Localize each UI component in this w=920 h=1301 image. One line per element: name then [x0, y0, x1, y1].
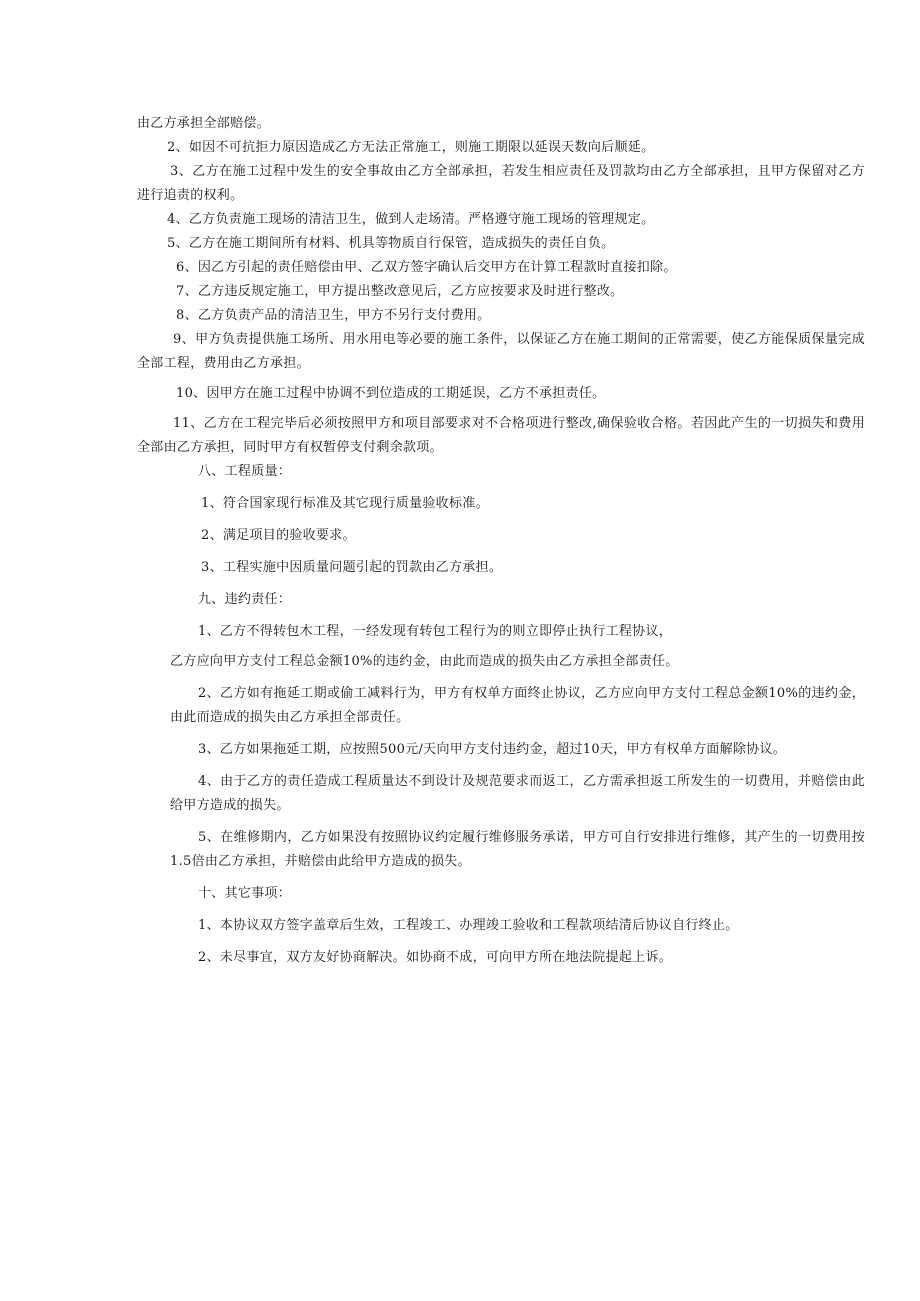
clause-6: 6、因乙方引起的责任赔偿由甲、乙双方签字确认后交甲方在计算工程款时直接扣除。 — [176, 260, 677, 275]
section-8-item-3: 3、工程实施中因质量问题引起的罚款由乙方承担。 — [201, 560, 503, 575]
clause-2: 2、如因不可抗拒力原因造成乙方无法正常施工，则施工期限以延误天数向后顺延。 — [167, 140, 655, 155]
section-10-item-2: 2、未尽事宜，双方友好协商解决。如协商不成，可向甲方所在地法院提起上诉。 — [198, 950, 673, 965]
clause-8: 8、乙方负责产品的清洁卫生，甲方不另行支付费用。 — [176, 308, 491, 323]
clause-3: 3、乙方在施工过程中发生的安全事故由乙方全部承担，若发生相应责任及罚款均由乙方全部承担，且甲方保留对乙方进行追责的权利。 — [137, 164, 865, 203]
section-9-heading: 九、违约责任： — [198, 592, 292, 607]
section-10-heading: 十、其它事项： — [198, 886, 292, 901]
section-8-item-2: 2、满足项目的验收要求。 — [201, 528, 356, 543]
section-9-item-3: 3、乙方如果拖延工期，应按照500元/天向甲方支付违约金，超过10天，甲方有权单方面解除协议。 — [198, 742, 787, 757]
document-body — [137, 112, 865, 970]
section-8-item-1: 1、符合国家现行标准及其它现行质量验收标准。 — [201, 496, 489, 511]
section-9-item-1-line-2: 乙方应向甲方支付工程总金额10%的违约金，由此而造成的损失由乙方承担全部责任。 — [170, 654, 679, 669]
section-10-item-1: 1、本协议双方签字盖章后生效，工程竣工、办理竣工验收和工程款项结清后协议自行终止。 — [198, 918, 739, 933]
paragraph-continuation: 由乙方承担全部赔偿。 — [137, 116, 271, 131]
clause-9: 9、甲方负责提供施工场所、用水用电等必要的施工条件，以保证乙方在施工期间的正常需要，使乙方能保质保量完成全部工程，费用由乙方承担。 — [137, 332, 865, 371]
section-9-item-4: 4、由于乙方的责任造成工程质量达不到设计及规范要求而返工，乙方需承担返工所发生的一切费用，并赔偿由此给甲方造成的损失。 — [170, 774, 865, 813]
section-9-item-5: 5、在维修期内，乙方如果没有按照协议约定履行维修服务承诺，甲方可自行安排进行维修，其产生的一切费用按1.5倍由乙方承担，并赔偿由此给甲方造成的损失。 — [170, 830, 865, 869]
section-8-heading: 八、工程质量： — [198, 464, 292, 479]
clause-5: 5、乙方在施工期间所有材料、机具等物质自行保管，造成损失的责任自负。 — [167, 236, 615, 251]
clause-4: 4、乙方负责施工现场的清洁卫生，做到人走场清。严格遵守施工现场的管理规定。 — [167, 212, 655, 227]
clause-7: 7、乙方违反规定施工，甲方提出整改意见后，乙方应按要求及时进行整改。 — [176, 284, 624, 299]
section-9-item-2: 2、乙方如有拖延工期或偷工减料行为，甲方有权单方面终止协议，乙方应向甲方支付工程总金额10%的违约金，由此而造成的损失由乙方承担全部责任。 — [170, 686, 865, 725]
clause-10: 10、因甲方在施工过程中协调不到位造成的工期延误，乙方不承担责任。 — [176, 386, 606, 401]
section-9-item-1-line-1: 1、乙方不得转包木工程，一经发现有转包工程行为的则立即停止执行工程协议， — [198, 624, 673, 639]
clause-11: 11、乙方在工程完毕后必须按照甲方和项目部要求对不合格项进行整改,确保验收合格。若因此产生的一切损失和费用全部由乙方承担，同时甲方有权暂停支付剩余款项。 — [137, 416, 865, 455]
